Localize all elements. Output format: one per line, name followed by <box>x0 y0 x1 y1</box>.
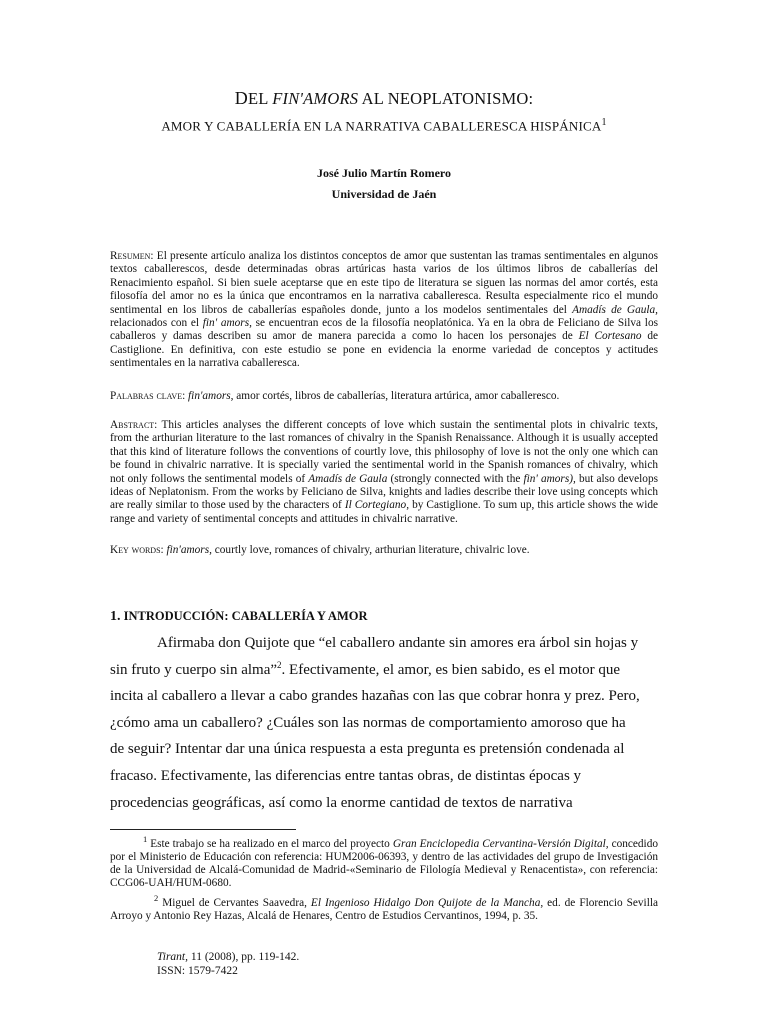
body-line: fracaso. Efectivamente, las diferencias entre tantas obras, de distintas épocas y <box>110 767 582 784</box>
abstract-italic-2: fin' amors), <box>523 472 576 485</box>
journal-issue: 11 (2008), pp. 119-142. <box>188 951 300 963</box>
abstract-block <box>110 419 658 526</box>
body-line: Afirmaba don Quijote que “el caballero andante sin amores era árbol sin hojas y <box>157 635 639 651</box>
resumen-italic-1: Amadís de Gaula, <box>572 303 658 316</box>
title-initial: D <box>234 88 248 108</box>
section-heading <box>110 609 368 625</box>
body-line: procedencias geográficas, así como la enorme cantidad de textos de narrativa <box>110 794 573 811</box>
palabras-text: amor cortés, libros de caballerías, literatura artúrica, amor caballeresco. <box>233 390 560 402</box>
abstract-text-3: but also develops ideas of Neplatonism. From the works by Feliciano de Silva, knights and ladies describe their love using concepts which are really similar to those used by the characters of <box>110 472 659 512</box>
author-affiliation: Universidad de Jaén <box>331 187 437 201</box>
abstract-text-2: (strongly connected with the <box>387 472 524 485</box>
section-title: INTRODUCCIÓN: CABALLERÍA Y AMOR <box>120 609 368 623</box>
footnote-1 <box>110 833 658 891</box>
body-line: ¿cómo ama un caballero? ¿Cuáles son las normas de comportamiento amoroso que ha <box>110 714 626 731</box>
resumen-text-3: se encuentran ecos de la filosofía neoplatónica. Ya en la obra de Feliciano de Silva los caballeros y damas describen su amor de manera parecida a como lo hacen los personajes de <box>110 317 658 343</box>
resumen-italic-3: El Cortesano <box>578 330 642 343</box>
footnote-2-mark: 2 <box>153 893 159 903</box>
section-number: 1. <box>110 609 121 624</box>
resumen-text-4: de Castiglione. En definitiva, con este estudio se pone en evidencia la enorme variedad de conceptos y actitudes sentimentales en la narrativa caballeresca. <box>110 330 658 370</box>
abstract-italic-1: Amadís de Gaula <box>308 472 388 485</box>
footnote-1-text-1: Este trabajo se ha realizado en el marco del proyecto <box>147 837 393 850</box>
footnote-2 <box>110 892 658 923</box>
subtitle-note-ref[interactable]: 1 <box>601 117 607 128</box>
body-line-part: sin fruto y cuerpo sin alma” <box>110 661 278 678</box>
resumen-text-1: El presente artículo analiza los distintos conceptos de amor que sustentan las tramas sentimentales en algunos textos caballerescos, desde determinadas obras artúricas hasta varios de los últimos libros de caballerías del Renacimiento español. Si bien suele aceptarse que en este tipo de literatura se siguen las normas del amor cortés, esta filosofía del amor no es la única que encontramos en la narrativa caballeresca. Resulta especialmente rico el mundo sentimental en los libros de caballerías españoles donde, junto a los modelos sentimentales del <box>110 250 658 316</box>
subtitle-text: AMOR Y CABALLERÍA EN LA NARRATIVA CABALLERESCA HISPÁNICA <box>161 118 602 134</box>
footnote-2-text-2: ed. de Florencio Sevilla Arroyo y Antonio Rey Hazas, Alcalá de Henares, Centro de Estudios Cervantinos, 1994, p. 35. <box>110 896 658 922</box>
keywords-block <box>110 544 658 557</box>
abstract-text-4: by Castiglione. To sum up, this article shows the wide range and variety of sentimental concepts and attitudes in chivalric narrative. <box>110 499 658 525</box>
footnote-2-text-1: Miguel de Cervantes Saavedra, <box>158 896 311 909</box>
body-line: incita al caballero a llevar a cabo grandes hazañas con las que cobrar honra y prez. Pero, <box>110 688 640 705</box>
palabras-label: Palabras clave: <box>110 390 186 402</box>
journal-citation <box>157 951 299 964</box>
title-italic: FIN'AMORS <box>272 89 359 108</box>
journal-issn: ISSN: 1579-7422 <box>157 965 238 977</box>
palabras-italic: fin'amors, <box>185 390 234 402</box>
resumen-text-2: relacionados con el <box>110 317 203 330</box>
palabras-clave-block <box>110 390 658 403</box>
resumen-italic-2: fin' amors, <box>202 317 252 330</box>
footnote-1-italic: Gran Enciclopedia Cervantina-Versión Digital, <box>392 837 609 850</box>
footnote-divider <box>110 829 296 830</box>
resumen-block <box>110 250 658 371</box>
article-subtitle <box>0 117 768 134</box>
article-title <box>0 88 768 109</box>
footnote-2-italic: El Ingenioso Hidalgo Don Quijote de la Mancha, <box>310 896 544 909</box>
footnote-1-mark: 1 <box>142 834 148 844</box>
author-name: José Julio Martín Romero <box>316 166 452 180</box>
keywords-label: Key words: <box>110 544 164 556</box>
footnote-1-text-2: concedido por el Ministerio de Educación con referencia: HUM2006-06393, y dentro de las actividades del grupo de Investigación de la Universidad de Alcalá-Comunidad de Madrid-«Seminario de Filología Medieval y Renacentista», con referencia: CCG06-UAH/HUM-0680. <box>110 837 658 890</box>
title-rest: AL NEOPLATONISMO: <box>358 89 534 108</box>
body-paragraph <box>110 630 658 816</box>
abstract-text-1: This articles analyses the different concepts of love which sustain the sentimental plots in chivalric texts, from the arthurian literature to the last romances of chivalry in the Spanish Renaissance. Although it is usually accepted that this kind of literature follows the conventions of courtly love, this philosophy of love is not the only one which can be found in chivalric narrative. It is specially varied the sentimental world in the Spanish romances of chivalry, which not only follows the sentimental models of <box>110 419 658 485</box>
abstract-italic-3: Il Cortegiano, <box>344 499 410 512</box>
footnote-ref-2[interactable]: 2 <box>277 659 282 670</box>
title-del: EL <box>247 89 273 108</box>
keywords-italic: fin'amors, <box>163 544 212 556</box>
abstract-label: Abstract: <box>110 419 158 431</box>
body-line-part: . Efectivamente, el amor, es bien sabido, es el motor que <box>281 661 620 678</box>
body-line <box>110 657 658 684</box>
keywords-text: courtly love, romances of chivalry, arthurian literature, chivalric love. <box>211 544 530 556</box>
body-line: de seguir? Intentar dar una única respuesta a esta pregunta es pretensión condenada al <box>110 741 625 758</box>
journal-name: Tirant, <box>157 951 189 963</box>
resumen-label: Resumen: <box>110 250 154 262</box>
